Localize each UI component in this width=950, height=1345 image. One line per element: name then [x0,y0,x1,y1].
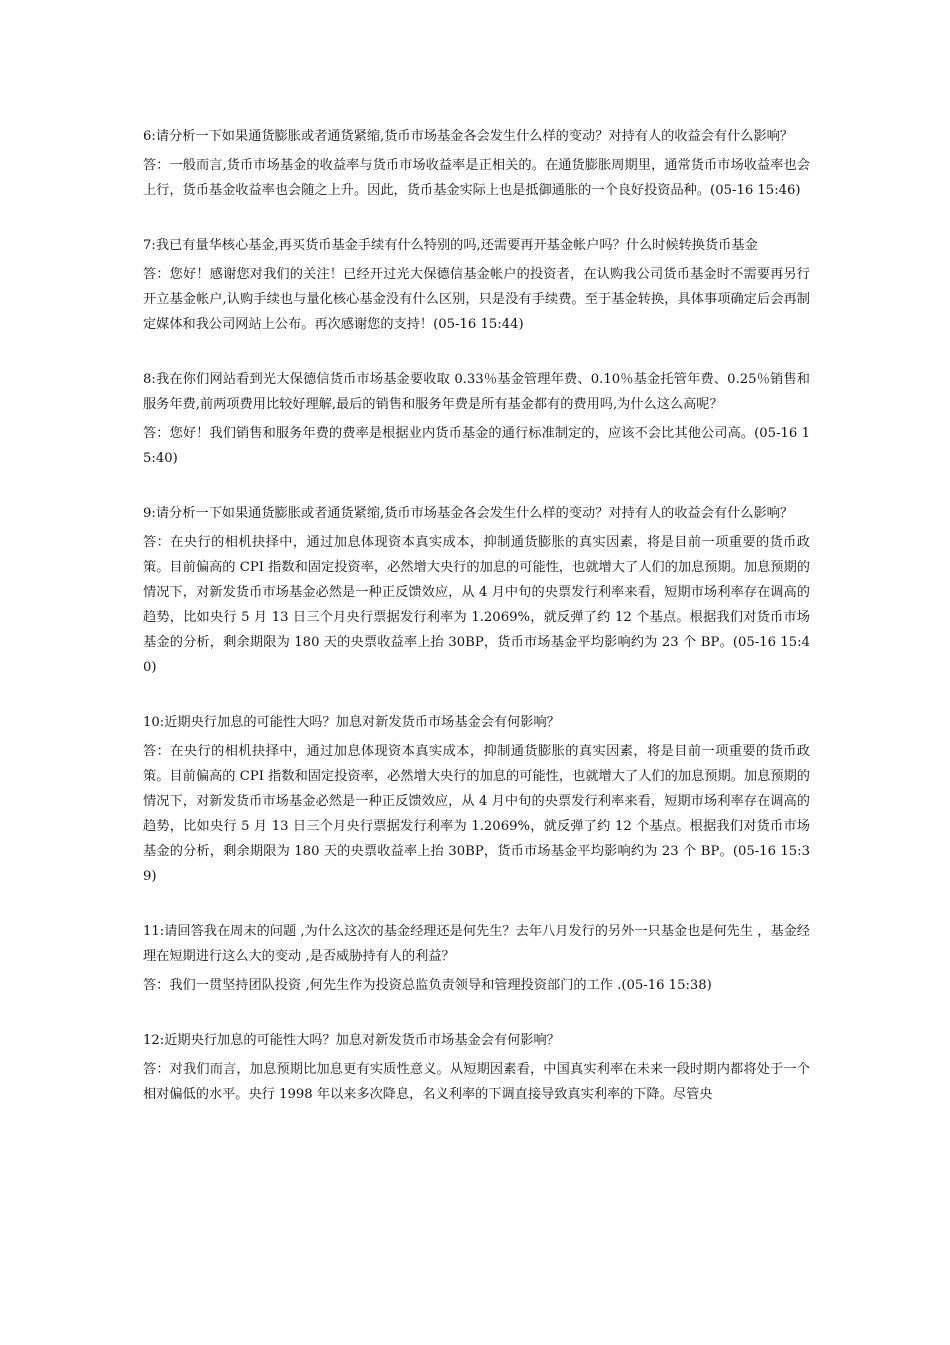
answer-text: 答：您好！感谢您对我们的关注！已经开过光大保德信基金帐户的投资者，在认购我公司货币基金时不需要再另行开立基金帐户,认购手续也与量化核心基金没有什么区别，只是没有手续费。至于基金转换，具体事项确定后会再制定媒体和我公司网站上公布。再次感谢您的支持！(05-16 15:44) [143,267,810,332]
question-text: 8:我在你们网站看到光大保德信货币市场基金要收取 0.33％基金管理年费、0.10％基金托管年费、0.25％销售和服务年费,前两项费用比较好理解,最后的销售和服务年费是所有基金都有的费用吗,为什么这么高呢？ [143,372,810,412]
qa-item-7 [143,233,810,337]
answer-text: 答：在央行的相机抉择中，通过加息体现资本真实成本，抑制通货膨胀的真实因素，将是目前一项重要的货币政策。目前偏高的 CPI 指数和固定投资率，必然增大央行的加息的可能性，也就增大了人们的加息预期。加息预期的情况下，对新发货币市场基金必然是一种正反馈效应，从 4 月中旬的央票发行利率来看，短期市场利率存在调高的趋势，比如央行 5 月 13 日三个月央行票据发行利率为 1.2069%，就反弹了约 12 个基点。根据我们对货币市场基金的分析，剩余期限为 180 天的央票收益率上抬 30BP，货币市场基金平均影响约为 23 个 BP。(05-16 15:40) [143,535,810,675]
qa-list [143,124,810,1137]
answer-text: 答：我们一贯坚持团队投资 ,何先生作为投资总监负责领导和管理投资部门的工作 .(05-16 15:38) [143,978,712,993]
answer-text: 答：对我们而言，加息预期比加息更有实质性意义。从短期因素看，中国真实利率在未来一段时期内都将处于一个相对偏低的水平。央行 1998 年以来多次降息，名义利率的下调直接导致真实利率的下降。尽管央 [143,1062,810,1102]
qa-item-8 [143,367,810,471]
qa-item-6 [143,124,810,203]
qa-item-10 [143,710,810,889]
answer-text: 答：一般而言,货币市场基金的收益率与货币市场收益率是正相关的。在通货膨胀周期里，通常货币市场收益率也会上行，货币基金收益率也会随之上升。因此，货币基金实际上也是抵御通胀的一个良好投资品种。(05-16 15:46) [143,158,810,198]
qa-item-11 [143,919,810,998]
question-text: 6:请分析一下如果通货膨胀或者通货紧缩,货币市场基金各会发生什么样的变动？对持有人的收益会有什么影响？ [143,129,794,144]
qa-item-9 [143,501,810,680]
qa-item-12 [143,1028,810,1107]
answer-text: 答：您好！我们销售和服务年费的费率是根据业内货币基金的通行标准制定的，应该不会比其他公司高。(05-16 15:40) [143,426,810,466]
question-text: 9:请分析一下如果通货膨胀或者通货紧缩,货币市场基金各会发生什么样的变动？对持有人的收益会有什么影响？ [143,506,794,521]
question-text: 11:请回答我在周末的问题 ,为什么这次的基金经理还是何先生？去年八月发行的另外一只基金也是何先生 ，基金经理在短期进行这么大的变动 ,是否威胁持有人的利益？ [143,924,810,964]
answer-text: 答：在央行的相机抉择中，通过加息体现资本真实成本，抑制通货膨胀的真实因素，将是目前一项重要的货币政策。目前偏高的 CPI 指数和固定投资率，必然增大央行的加息的可能性，也就增大了人们的加息预期。加息预期的情况下，对新发货币市场基金必然是一种正反馈效应，从 4 月中旬的央票发行利率来看，短期市场利率存在调高的趋势，比如央行 5 月 13 日三个月央行票据发行利率为 1.2069%，就反弹了约 12 个基点。根据我们对货币市场基金的分析，剩余期限为 180 天的央票收益率上抬 30BP，货币市场基金平均影响约为 23 个 BP。(05-16 15:39) [143,744,810,884]
question-text: 7:我已有量华核心基金,再买货币基金手续有什么特别的吗,还需要再开基金帐户吗？什么时候转换货币基金 [143,238,758,253]
question-text: 12:近期央行加息的可能性大吗？加息对新发货币市场基金会有何影响？ [143,1033,560,1048]
question-text: 10:近期央行加息的可能性大吗？加息对新发货币市场基金会有何影响？ [143,715,560,730]
